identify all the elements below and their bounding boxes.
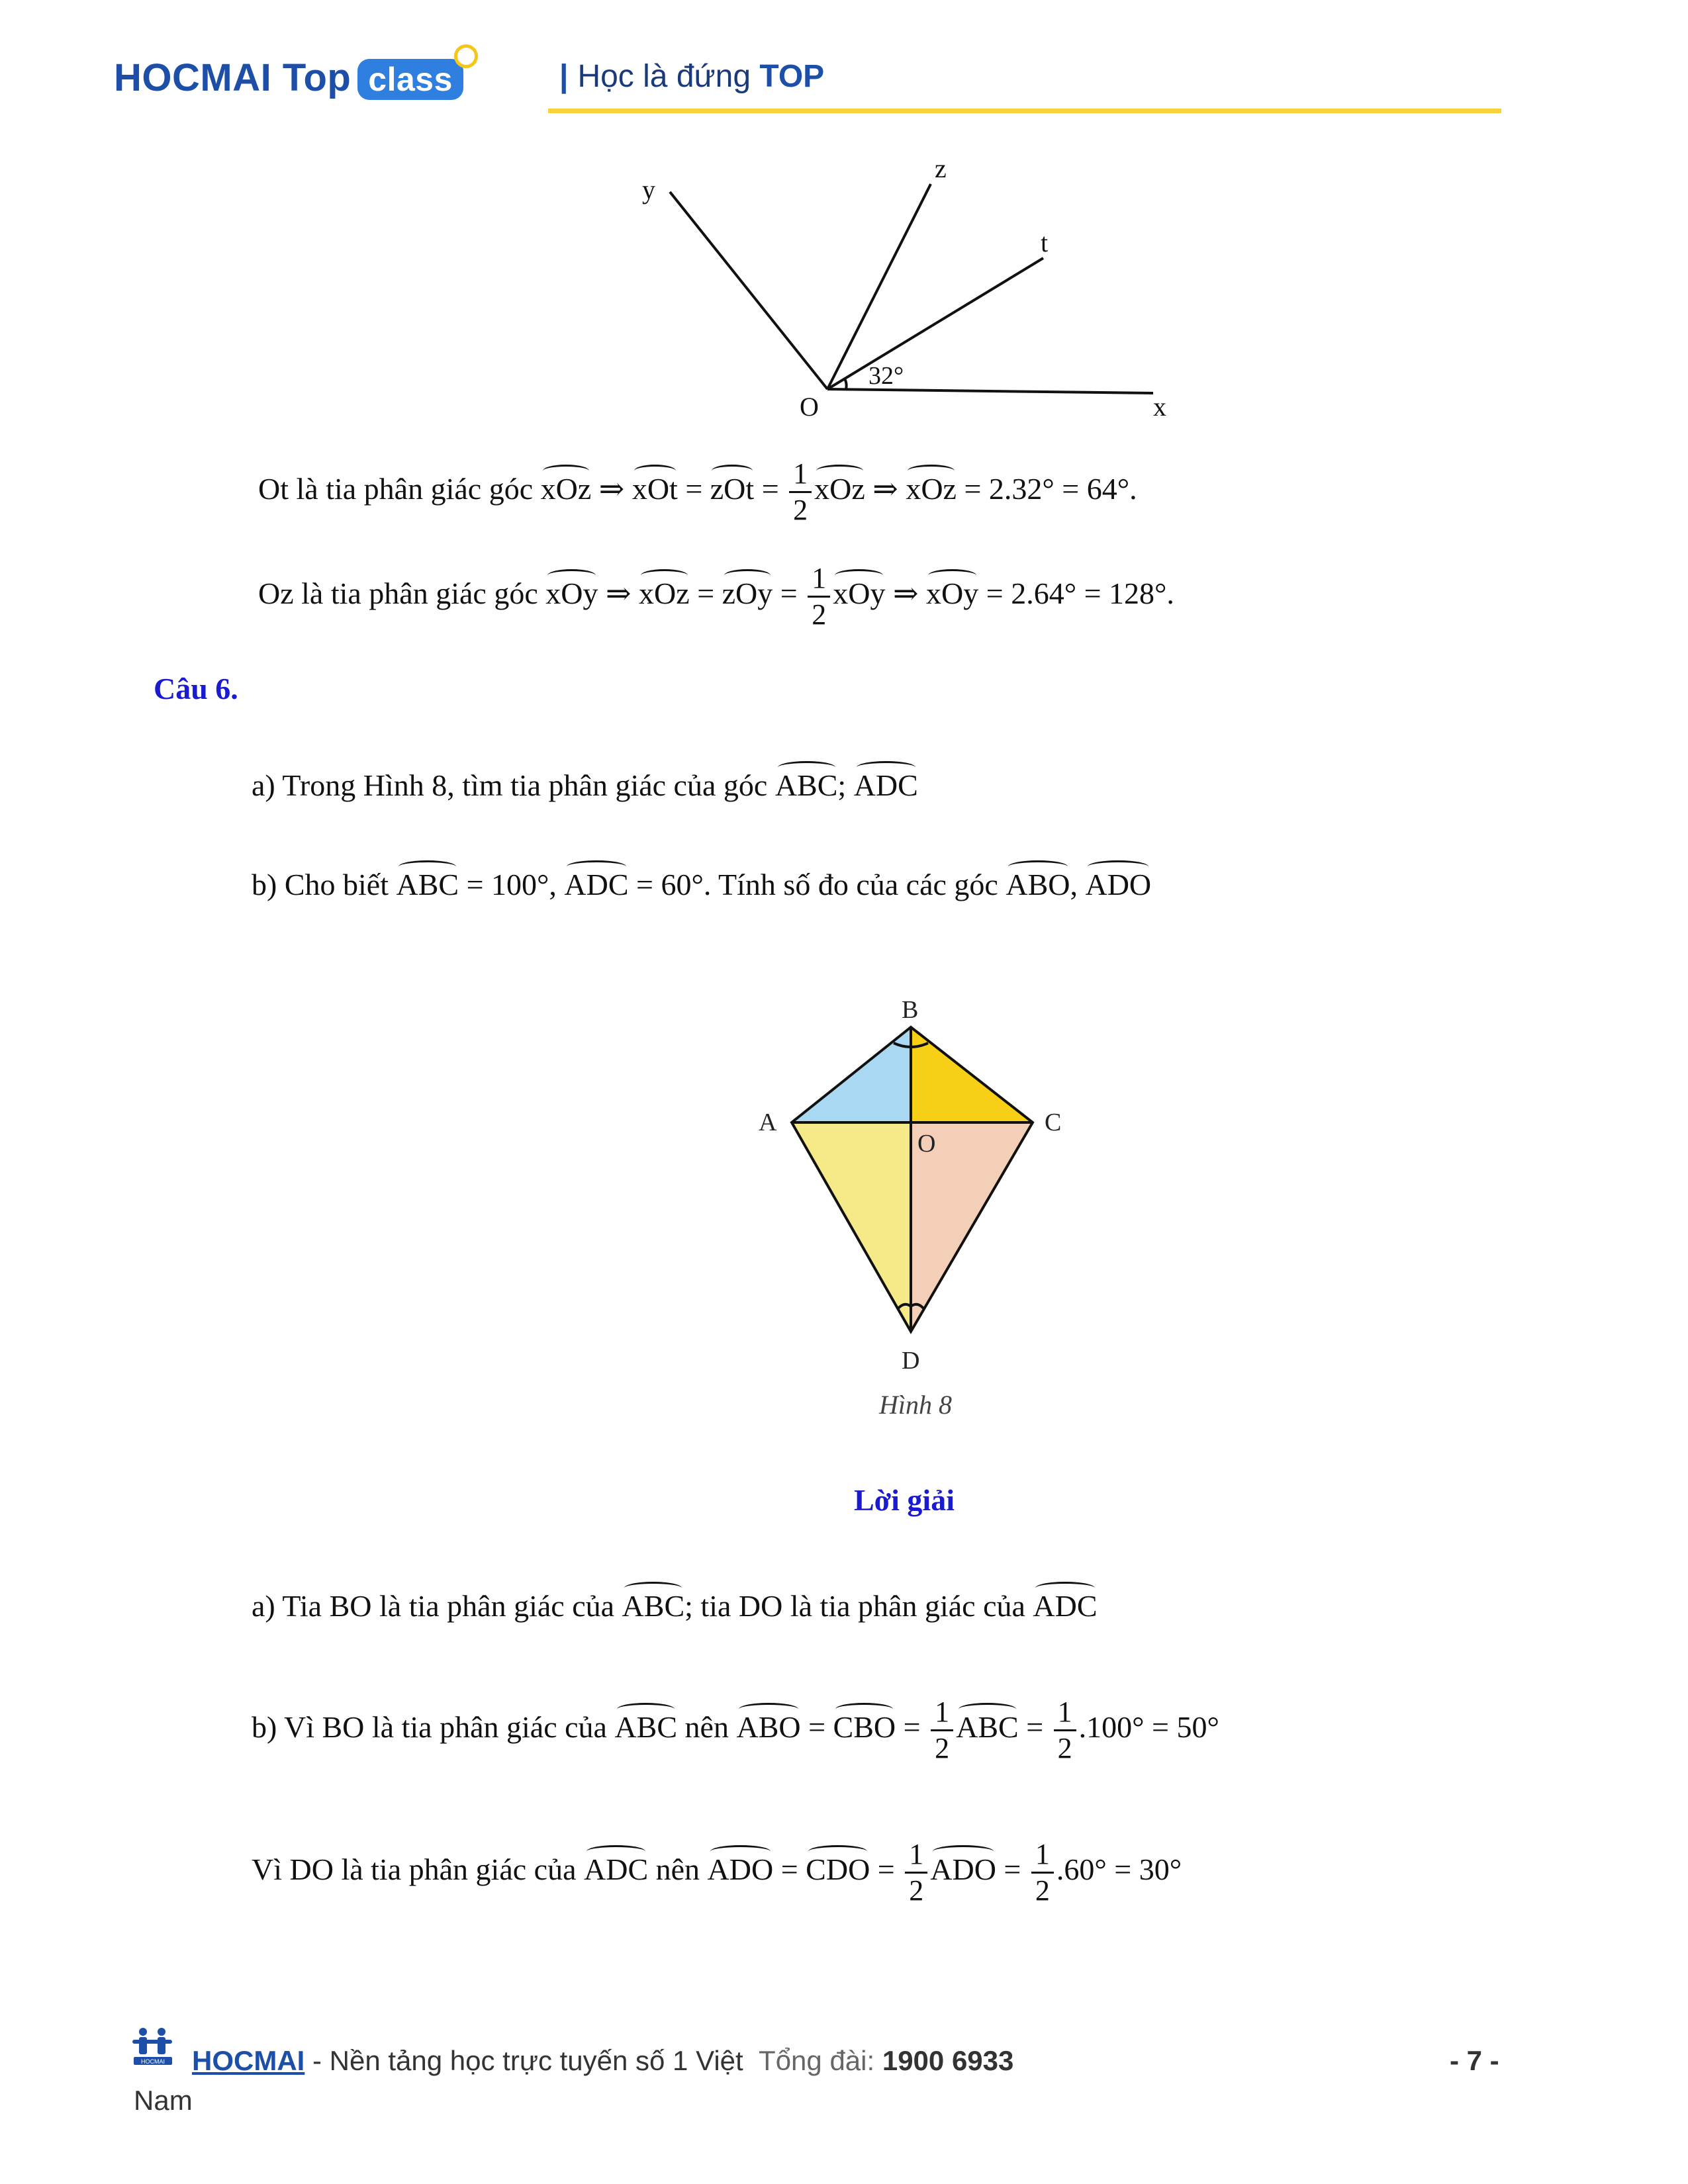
angle-xoz: xOz	[906, 472, 957, 506]
equals: =	[697, 576, 715, 611]
angle-adc: ADC	[564, 868, 629, 901]
hocmai-logo-icon	[130, 2025, 176, 2069]
hotline-label: Tổng đài:	[759, 2045, 875, 2076]
header-underline	[548, 109, 1501, 113]
text: a) Trong Hình 8, tìm tia phân giác của góc	[252, 768, 768, 802]
ray-bo: BO	[322, 1710, 365, 1745]
angle-abc: ABC	[956, 1710, 1019, 1745]
brand-pill	[357, 59, 463, 100]
label-d: D	[902, 1347, 920, 1375]
denominator: 2	[812, 598, 827, 631]
equals: =	[1026, 1710, 1044, 1745]
slogan	[559, 58, 824, 95]
equals: =	[780, 1852, 798, 1887]
denominator: 2	[1035, 1874, 1050, 1907]
numerator: 1	[789, 459, 812, 493]
angle-abo: ABO	[736, 1710, 801, 1745]
footer-brand-link[interactable]: HOCMAI	[192, 2045, 305, 2076]
fraction	[931, 1698, 953, 1763]
solution-6-part-a	[252, 1588, 1098, 1623]
fraction	[1054, 1698, 1076, 1763]
numerator: 1	[1031, 1840, 1054, 1874]
slogan-text: Học là đứng	[577, 59, 751, 94]
solution-line-1	[258, 459, 1137, 525]
result: .100° = 50°	[1078, 1710, 1219, 1745]
text: a) Tia	[252, 1589, 322, 1623]
label-t: t	[1041, 228, 1049, 257]
angle-zoy: zOy	[722, 576, 773, 611]
text: nên	[655, 1852, 700, 1887]
result: = 2.64° = 128°.	[986, 576, 1174, 611]
angle-xoz: xOz	[814, 472, 865, 506]
angle-xoy: xOy	[926, 576, 979, 611]
numerator: 1	[931, 1698, 953, 1731]
numerator: 1	[1054, 1698, 1076, 1731]
text: nên	[684, 1710, 729, 1745]
denominator: 2	[1057, 1732, 1072, 1764]
brand-name: HOCMAI Top	[114, 56, 352, 99]
question-6-part-a	[252, 768, 918, 803]
text: là tia phân giác của	[379, 1589, 615, 1623]
label-x: x	[1153, 392, 1166, 422]
value: = 100°,	[466, 868, 557, 901]
slogan-strong: TOP	[759, 59, 825, 94]
angle-adc: ADC	[853, 768, 918, 802]
numerator: 1	[905, 1840, 927, 1874]
numerator: 1	[808, 564, 830, 598]
solution-line-2	[258, 564, 1174, 629]
angle-ado: ADO	[1085, 868, 1152, 901]
figure-angle-rays	[596, 152, 1231, 430]
denominator: 2	[935, 1732, 950, 1764]
ray-do: DO	[738, 1589, 783, 1623]
angle-xoy: xOy	[833, 576, 886, 611]
angle-ado: ADO	[707, 1852, 774, 1887]
text: Oz là tia phân giác góc	[258, 576, 538, 611]
figure-caption: Hình 8	[879, 1390, 952, 1420]
denominator: 2	[909, 1874, 924, 1907]
equals: =	[903, 1710, 921, 1745]
text: là tia phân giác của	[371, 1710, 607, 1745]
angle-mark	[845, 379, 847, 389]
label-b: B	[902, 996, 919, 1024]
angle-zot: zOt	[710, 472, 755, 506]
divider-bar: |	[559, 59, 569, 94]
ray-do: DO	[289, 1852, 334, 1887]
equals: =	[808, 1710, 826, 1745]
angle-abc: ABC	[622, 1589, 685, 1623]
figure-kite	[748, 993, 1092, 1443]
solution-6-part-c	[252, 1840, 1182, 1905]
text: ; tia	[684, 1589, 731, 1623]
result: = 2.32° = 64°.	[964, 472, 1137, 506]
implies: ⇒	[892, 576, 919, 611]
equals: =	[761, 472, 779, 506]
fraction	[1031, 1840, 1054, 1905]
label-o: O	[800, 392, 819, 422]
ray-oy	[670, 192, 827, 389]
angle-xoz: xOz	[540, 472, 592, 506]
equals: =	[1004, 1852, 1021, 1887]
label-z: z	[935, 154, 947, 183]
label-angle-32: 32°	[868, 362, 904, 390]
equals: =	[780, 576, 798, 611]
text: là tia phân giác của	[790, 1589, 1025, 1623]
question-6-title: Câu 6.	[154, 672, 238, 705]
fraction	[789, 459, 812, 525]
angle-abo: ABO	[1006, 868, 1070, 901]
ray-bo: BO	[329, 1589, 372, 1623]
implies: ⇒	[872, 472, 898, 506]
separator: ;	[837, 768, 847, 802]
angle-adc: ADC	[584, 1852, 649, 1887]
solution-title: Lời giải	[854, 1483, 955, 1517]
equals: =	[685, 472, 703, 506]
fraction	[808, 564, 830, 629]
angle-xot: xOt	[632, 472, 678, 506]
question-6-part-b	[252, 867, 1151, 902]
angle-ado: ADO	[930, 1852, 996, 1887]
footer-tail: Nam	[134, 2085, 193, 2116]
angle-abc: ABC	[396, 868, 459, 901]
footer-text	[192, 2045, 1013, 2077]
angle-abc: ABC	[774, 768, 838, 802]
separator: ,	[1070, 868, 1078, 901]
hotline-number: 1900 6933	[882, 2045, 1014, 2076]
text: Ot là tia phân giác góc	[258, 472, 534, 506]
angle-xoy: xOy	[545, 576, 598, 611]
angle-cdo: CDO	[806, 1852, 870, 1887]
label-a: A	[759, 1109, 777, 1136]
footer-tagline: - Nền tảng học trực tuyến số 1 Việt	[312, 2045, 743, 2076]
logo-text: HOCMAI	[141, 2058, 165, 2065]
angle-adc: ADC	[1033, 1589, 1098, 1623]
denominator: 2	[793, 494, 808, 526]
brand-pill-text: class	[368, 61, 453, 98]
label-y: y	[642, 175, 655, 205]
text: b) Cho biết	[252, 868, 389, 901]
label-o: O	[917, 1130, 936, 1158]
implies: ⇒	[606, 576, 632, 611]
result: .60° = 30°	[1056, 1852, 1182, 1887]
page-number: - 7 -	[1450, 2045, 1499, 2076]
text: Vì	[252, 1852, 282, 1887]
text: b) Vì	[252, 1710, 314, 1745]
sun-icon	[454, 44, 478, 68]
angle-cbo: CBO	[833, 1710, 896, 1745]
implies: ⇒	[598, 472, 625, 506]
brand-logo	[114, 56, 463, 100]
text: là tia phân giác của	[341, 1852, 577, 1887]
angle-abc: ABC	[614, 1710, 678, 1745]
fraction	[905, 1840, 927, 1905]
solution-6-part-b	[252, 1698, 1219, 1763]
equals: =	[877, 1852, 895, 1887]
angle-xoz: xOz	[639, 576, 690, 611]
label-c: C	[1045, 1109, 1062, 1136]
value: = 60°. Tính số đo của các góc	[636, 868, 998, 901]
